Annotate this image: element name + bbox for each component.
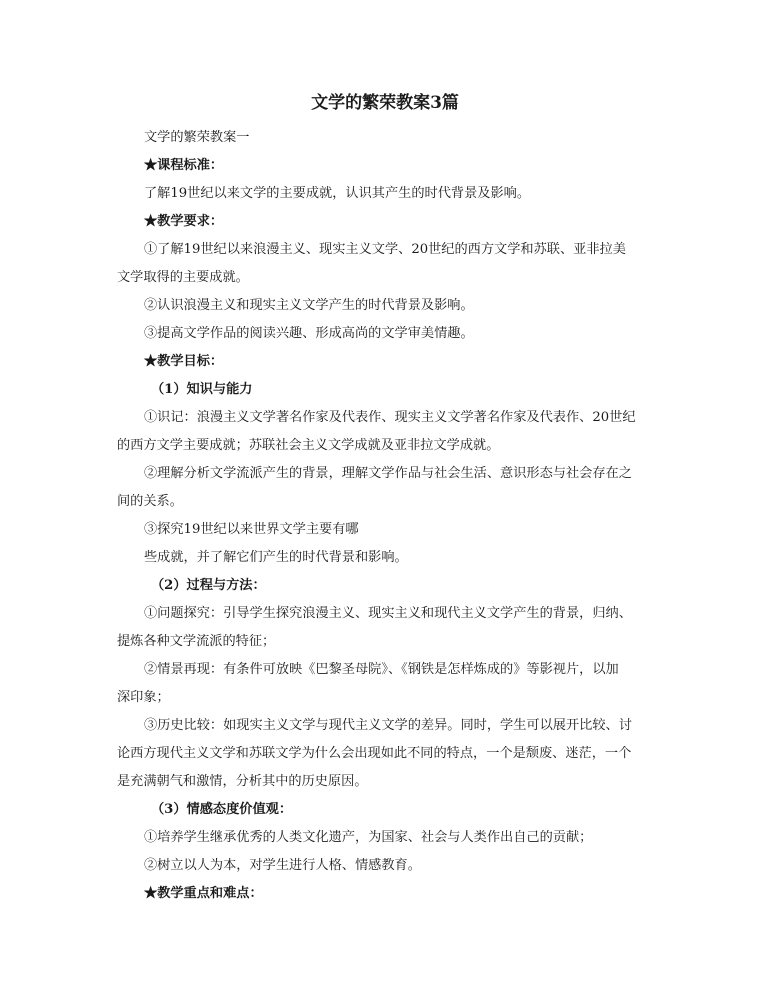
section-heading: ★课程标准： <box>144 158 224 173</box>
paragraph-line: ②树立以人为本，对学生进行人格、情感教育。 <box>144 858 421 873</box>
paragraph-line: ③历史比较：如现实主义文学与现代主义文学的差异。同时，学生可以展开比较、讨 <box>144 718 632 733</box>
paragraph-line: ②情景再现：有条件可放映《巴黎圣母院》、《钢铁是怎样炼成的》等影视片，以加 <box>144 662 619 677</box>
paragraph-line: 了解19世纪以来文学的主要成就，认识其产生的时代背景及影响。 <box>144 186 531 201</box>
paragraph-line: ①问题探究：引导学生探究浪漫主义、现实主义和现代主义文学产生的背景，归纳、 <box>144 606 632 621</box>
paragraph-line: ③提高文学作品的阅读兴趣、形成高尚的文学审美情趣。 <box>144 326 474 341</box>
paragraph-line: 提炼各种文学流派的特征； <box>117 634 276 649</box>
section-heading: ★教学目标： <box>144 354 224 369</box>
paragraph-line: 些成就，并了解它们产生的时代背景和影响。 <box>144 550 408 565</box>
section-heading: （3）情感态度价值观： <box>151 802 293 817</box>
section-heading: （2）过程与方法： <box>151 578 266 593</box>
paragraph-line: ②理解分析文学流派产生的背景，理解文学作品与社会生活、意识形态与社会存在之 <box>144 466 632 481</box>
paragraph-line: 是充满朝气和激情，分析其中的历史原因。 <box>117 774 368 789</box>
paragraph-line: 论西方现代主义文学和苏联文学为什么会出现如此不同的特点，一个是颓废、迷茫，一个 <box>117 746 632 761</box>
paragraph-line: ②认识浪漫主义和现实主义文学产生的时代背景及影响。 <box>144 298 474 313</box>
paragraph-line: 文学的繁荣教案一 <box>144 130 250 145</box>
paragraph-line: 的西方文学主要成就；苏联社会主义文学成就及亚非拉文学成就。 <box>117 438 500 453</box>
section-heading: ★教学要求： <box>144 214 224 229</box>
paragraph-line: 深印象； <box>117 690 170 705</box>
paragraph-line: ①了解19世纪以来浪漫主义、现实主义文学、20世纪的西方文学和苏联、亚非拉美 <box>144 242 626 257</box>
section-heading: ★教学重点和难点： <box>144 886 263 901</box>
paragraph-line: 文学取得的主要成就。 <box>117 270 249 285</box>
paragraph-line: ①识记：浪漫主义文学著名作家及代表作、现实主义文学著名作家及代表作、20世纪 <box>144 410 636 425</box>
paragraph-line: ①培养学生继承优秀的人类文化遗产，为国家、社会与人类作出自己的贡献； <box>144 830 593 845</box>
document-title: 文学的繁荣教案3篇 <box>311 93 459 113</box>
paragraph-line: 间的关系。 <box>117 494 183 509</box>
document-body <box>117 124 655 908</box>
paragraph-line: ③探究19世纪以来世界文学主要有哪 <box>144 522 359 537</box>
section-heading: （1）知识与能力 <box>151 382 253 397</box>
